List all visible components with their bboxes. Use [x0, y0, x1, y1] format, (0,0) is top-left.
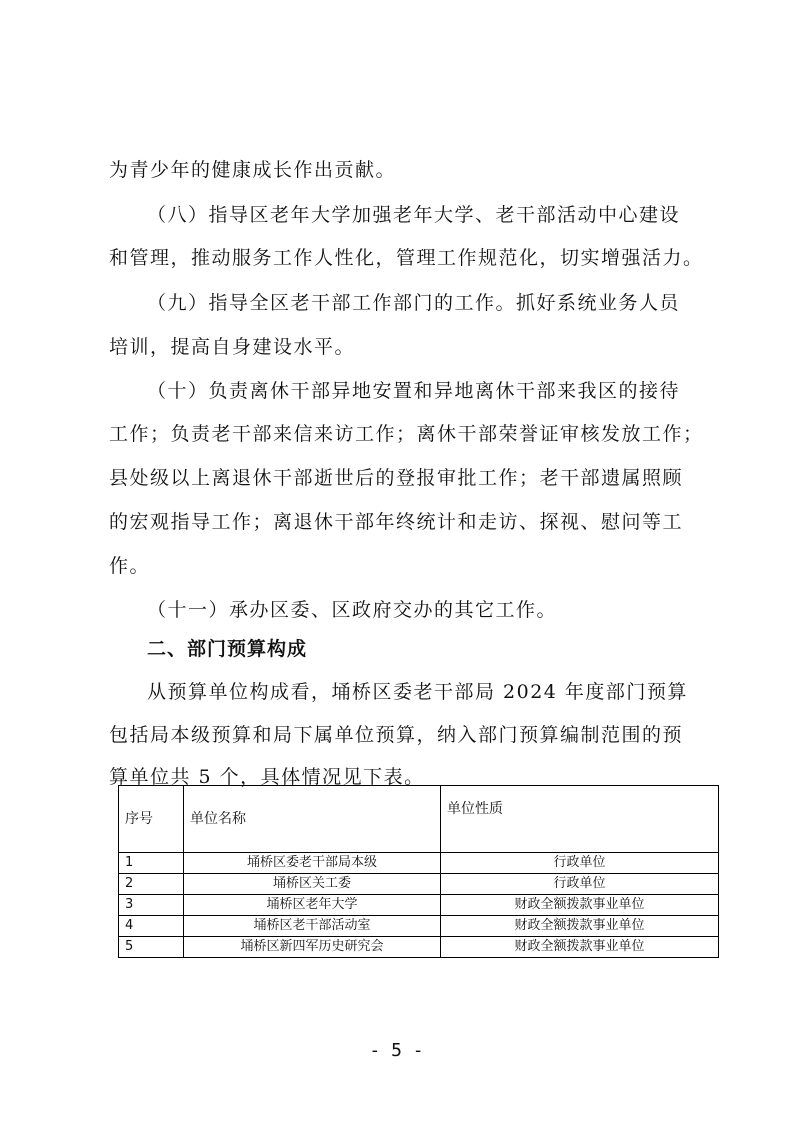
cell-seq: 5: [119, 937, 184, 958]
table-header-row: [119, 786, 719, 853]
paragraph-line: 作。: [109, 555, 151, 577]
paragraph-line: （十一）承办区委、区政府交办的其它工作。: [147, 599, 558, 621]
cell-unit-type: 行政单位: [441, 853, 719, 874]
table-row: [119, 916, 719, 937]
table-row: [119, 853, 719, 874]
paragraph-line: 工作；负责老干部来信来访工作；离休干部荣誉证审核发放工作；: [109, 423, 704, 445]
page-number: - 5 -: [369, 1040, 424, 1061]
table-row: [119, 937, 719, 958]
paragraph-line: 算单位共 5 个，具体情况见下表。: [109, 766, 425, 788]
cell-unit-type: 财政全额拨款事业单位: [441, 916, 719, 937]
budget-units-table: [118, 785, 719, 958]
cell-unit-name: 埇桥区新四军历史研究会: [184, 937, 441, 958]
cell-unit-type: 财政全额拨款事业单位: [441, 895, 719, 916]
cell-seq: 4: [119, 916, 184, 937]
cell-unit-name: 埇桥区老年大学: [184, 895, 441, 916]
paragraph-line: 从预算单位构成看，埇桥区委老干部局 2024 年度部门预算: [147, 681, 688, 703]
cell-unit-type: 财政全额拨款事业单位: [441, 937, 719, 958]
paragraph-line: 和管理，推动服务工作人性化，管理工作规范化，切实增强活力。: [109, 247, 704, 269]
table-row: [119, 874, 719, 895]
cell-unit-name: 埇桥区关工委: [184, 874, 441, 895]
paragraph-line: （九）指导全区老干部工作部门的工作。抓好系统业务人员: [147, 292, 681, 314]
header-unit-type: 单位性质: [441, 786, 719, 853]
cell-unit-type: 行政单位: [441, 874, 719, 895]
paragraph-line: 培训，提高自身建设水平。: [109, 336, 356, 358]
cell-unit-name: 埇桥区老干部活动室: [184, 916, 441, 937]
section-heading: 二、部门预算构成: [147, 638, 308, 660]
paragraph-line: 为青少年的健康成长作出贡献。: [109, 159, 397, 181]
paragraph-line: 的宏观指导工作；离退休干部年终统计和走访、探视、慰问等工: [109, 511, 684, 533]
cell-seq: 1: [119, 853, 184, 874]
paragraph-line: （十）负责离休干部异地安置和异地离休干部来我区的接待: [147, 380, 681, 402]
header-seq: 序号: [119, 786, 184, 853]
paragraph-line: （八）指导区老年大学加强老年大学、老干部活动中心建设: [147, 204, 681, 226]
cell-seq: 3: [119, 895, 184, 916]
header-unit-name: 单位名称: [184, 786, 441, 853]
paragraph-line: 包括局本级预算和局下属单位预算，纳入部门预算编制范围的预: [109, 724, 684, 746]
table-row: [119, 895, 719, 916]
paragraph-line: 县处级以上离退休干部逝世后的登报审批工作；老干部遗属照顾: [109, 467, 684, 489]
cell-seq: 2: [119, 874, 184, 895]
cell-unit-name: 埇桥区委老干部局本级: [184, 853, 441, 874]
